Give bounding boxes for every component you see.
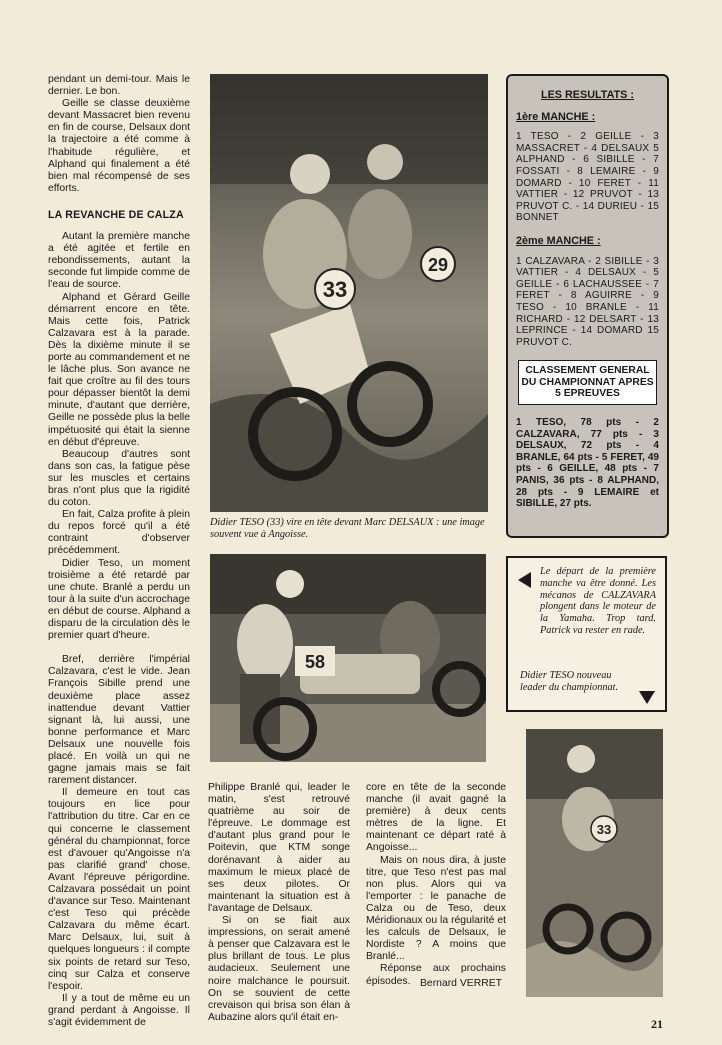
manche1-results: 1 TESO - 2 GEILLE - 3 MASSACRET - 4 DELSAUX 5 ALPHAND - 6 SIBILLE - 7 FOSSATI - 8 LEMAIRE - 9 DOMARD - 10 FERET - 11 VATTIER - 12 PRUVOT - 13 PRUVOT C. - 14 DURIEU - 15 BONNET <box>516 131 659 224</box>
arrow-down-icon <box>639 691 655 704</box>
article-column-1 <box>48 74 190 1029</box>
col1-paragraph-6: En fait, Calza profite à plein du repos forcé qu'il a été contraint d'observer précédemment. <box>48 509 190 557</box>
author-signature: Bernard VERRET <box>420 978 502 989</box>
col1-paragraph-9: Il demeure en tout cas toujours en lice pour l'attribution du titre. Car en ce qui concerne le classement général du championnat, force est d'avouer qu'Angoisse n'a pas clarifié grand' chose. Avant l'épreuve périgordine. Calzavara possédait un point d'avance sur Teso. Maintenant c'est Teso qui précède Calzavara du même écart. Marc Delsaux, lui, suit à quelques longueurs : il compte six points de retard sur Teso, cinq sur Calza et conserve l'espoir. <box>48 787 190 992</box>
classement-results: 1 TESO, 78 pts - 2 CALZAVARA, 77 pts - 3 DELSAUX, 72 pts - 4 BRANLE, 64 pts - 5 FERET, 49 pts - 6 GEILLE, 48 pts - 7 PANIS, 36 pts - 8 ALPHAND, 28 pts - 9 LEMAIRE et SIBILLE, 27 pts. <box>516 417 659 510</box>
photo3-number-33: 33 <box>596 822 612 837</box>
photo1-caption: Didier TESO (33) vire en tête devant Marc DELSAUX : une image souvent vue à Angoisse. <box>210 517 485 540</box>
results-box <box>506 74 669 538</box>
col2-paragraph-2: Si on se fiait aux impressions, on serait amené à penser que Calzavara est le plus brillant de tous. Le plus audacieux. Seulement une noire malchance le poursuit. On se souvient de cette crevaison qui brisa son élan à Aubazine alors qu'il était en- <box>208 915 350 1023</box>
photo-mechanics-image <box>210 554 486 762</box>
callout-text-mechanics: Le départ de la première manche va être donné. Les mécanos de CALZAVARA plongent dans le moteur de la Yamaha. Trop tard. Patrick va rester en rade. <box>540 566 656 636</box>
col1-paragraph-7: Didier Teso, un moment troisième a été retardé par une chute. Branlé a perdu un tour à la suite d'un accrochage en début de course. Alphand a disparu de la circulation dès le premier quart d'heure. <box>48 557 190 642</box>
col1-paragraph-3: Autant la première manche a été agitée et fertile en rebondissements, autant la seconde fut limpide comme de l'eau de source. <box>48 231 190 291</box>
photo-teso-riding <box>526 729 663 997</box>
photo1-number-33: 33 <box>322 277 348 302</box>
manche1-title: 1ère MANCHE : <box>516 110 596 123</box>
photo-teso-leading-image <box>210 74 488 512</box>
photo-mechanics <box>210 554 486 762</box>
col1-paragraph-4: Alphand et Gérard Geille démarrent encore en tête. Mais cette fois, Patrick Calzavara est à la parade. Dès la dixième minute il se porte au commandement et ne le lâche plus. Son avance ne fait que croître au fil des tours pour dépasser bientôt la demi minute, d'autant que derrière, Geille ne possède plus la belle impétuosité qui était la sienne en début d'épreuve. <box>48 291 190 448</box>
results-title: LES RESULTATS : <box>541 89 634 101</box>
col1-paragraph-10: Il y a tout de même eu un grand perdant à Angoisse. Il s'agit évidemment de <box>48 992 190 1029</box>
col1-paragraph-8: Bref, derrière l'impérial Calzavara, c'est le vide. Jean François Sibille prend une deuxième place assez inattendue devant Vattier signant là, lui aussi, une bonne performance et Marc Delsaux une nouvelle fois placé. En voilà un qui ne gagne jamais mais se fait rarement distancer. <box>48 654 190 787</box>
section-heading: LA REVANCHE DE CALZA <box>48 208 184 221</box>
manche2-results: 1 CALZAVARA - 2 SIBILLE - 3 VATTIER - 4 DELSAUX - 5 GEILLE - 6 LACHAUSSEE - 7 FERET - 8 AGUIRRE - 9 TESO - 10 BRANLE - 11 RICHARD - 12 DELSART - 13 LEPRINCE - 14 DOMARD 15 PRUVOT C. <box>516 255 659 348</box>
article-column-2 <box>208 782 350 1024</box>
arrow-left-icon <box>518 572 531 588</box>
callout-text-teso-leader: Didier TESO nouveau leader du championnat. <box>520 670 619 693</box>
col3-paragraph-3: Réponse aux prochains épisodes. <box>366 963 506 987</box>
col3-paragraph-1: core en tête de la seconde manche (il avait gagné la première) à deux cents mètres de la ligne. Et maintenant ce départ raté à Angoisse... <box>366 782 506 854</box>
manche2-title: 2ème MANCHE : <box>516 234 601 247</box>
page-number: 21 <box>651 1017 663 1031</box>
photo-caption-box <box>506 556 667 712</box>
photo1-number-29: 29 <box>427 255 449 275</box>
photo-teso-leading <box>210 74 488 512</box>
classement-title: CLASSEMENT GENERAL DU CHAMPIONNAT APRES 5 EPREUVES <box>518 360 657 405</box>
photo2-number-58: 58 <box>304 652 326 672</box>
article-column-3 <box>366 782 506 988</box>
col1-paragraph-5: Beaucoup d'autres sont dans son cas, la fatigue pèse sur les muscles et certains bras n'ont plus que la rigidité du coton. <box>48 448 190 509</box>
photo-teso-riding-image <box>526 729 663 997</box>
col2-paragraph-1: Philippe Branlé qui, leader le matin, s'est retrouvé quatrième au soir de l'épreuve. Le dommage est d'autant plus grand pour le Poitevin, que KTM songe dorénavant à aider au maximum le mieux placé de ses deux pilotes. Or maintenant la situation est à l'avantage de Delsaux. <box>208 782 350 914</box>
col1-paragraph-1: pendant un demi-tour. Mais le dernier. Le bon. <box>48 74 190 98</box>
col3-paragraph-2: Mais on nous dira, à juste titre, que Teso n'est pas mal non plus. Alors qui va l'emporter : le panache de Calza ou de Teso, deux Méridionaux ou la régularité et les calculs de Delsaux, le Nordiste ? A moins que Branlé... <box>366 854 506 963</box>
col1-paragraph-2: Geille se classe deuxième devant Massacret bien revenu en fin de course, Delsaux dont la trajectoire a été comme à l'habitude régulière, et Alphand qui finalement a été bien mal récompensé de ses efforts. <box>48 98 190 194</box>
